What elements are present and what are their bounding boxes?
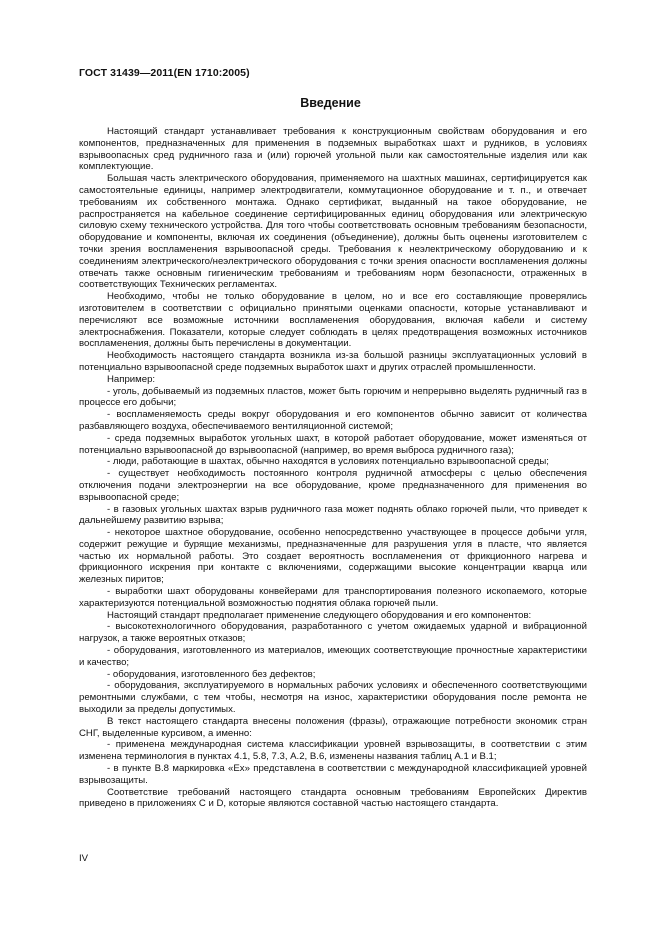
paragraph: Необходимо, чтобы не только оборудование в целом, но и все его составляющие проверялись изготовителем в соответствии с официально принятыми оценками опасности, которые устанавливают и перечисляют все возможные источники воспламенения оборудования, включая кабели и систему электроснабжения. Показатели, которые следует соблюдать в целях предотвращения возможных источников воспламенения, должны быть перечислены в документации. xyxy=(79,291,587,350)
paragraph: Необходимость настоящего стандарта возникла из-за большой разницы эксплуатационных условий в потенциально взрывоопасной среде подземных выработок шахт и других отраслей промышленности. xyxy=(79,350,587,373)
paragraph: Большая часть электрического оборудования, применяемого на шахтных машинах, сертифицируется как самостоятельные единицы, например электродвигатели, коммутационное оборудование и т. п., и отвечает требованиям их собственного монтажа. Однако сертификат, выданный на такое оборудование, не распространяется на кабельное соединение сертифицированных единиц оборудования или электрическую силовую схему технического устройства. Для того чтобы соответствовать основным требованиям безопасности, оборудование и компоненты, включая их соединения (объединение), должны быть оценены изготовителем с точки зрения воспламенения взрывоопасной среды. Требования к неэлектрическому оборудованию и к соединениям электрического/неэлектрического оборудования с точки зрения опасности воспламенения должны отвечать также основным гигиеническим требованиям и требованиям норм безопасности, отраженных в соответствующих Технических регламентах. xyxy=(79,173,587,291)
paragraph: Например: xyxy=(107,373,156,385)
document-header: ГОСТ 31439—2011(EN 1710:2005) xyxy=(79,67,250,79)
list-item: - выработки шахт оборудованы конвейерами для транспортирования полезного ископаемого, которые характеризуются потенциальной возможностью поднятия облака горючей пыли. xyxy=(79,586,587,609)
list-item: - люди, работающие в шахтах, обычно находятся в условиях потенциально взрывоопасной среды; xyxy=(107,456,549,468)
list-item: - высокотехнологичного оборудования, разработанного с учетом ожидаемых ударной и вибрационной нагрузок, а также вероятных отказов; xyxy=(79,621,587,645)
paragraph: Настоящий стандарт предполагает применение следующего оборудования и его компонентов: xyxy=(107,609,532,621)
list-item: - применена международная система классификации уровней взрывозащиты, в соответствии с этим изменена терминология в пунктах 4.1, 5.8, 7.3, А.2, В.6, изменены названия таблиц А.1 и В.1; xyxy=(79,739,587,763)
paragraph: В текст настоящего стандарта внесены положения (фразы), отражающие потребности экономик стран СНГ, выделенные курсивом, а именно: xyxy=(79,715,587,739)
paragraph: Настоящий стандарт устанавливает требования к конструкционным свойствам оборудования и его компонентов, предназначенных для применения в подземных выработках шахт и рудников, в условиях взрывоопасных сред рудничного газа и (или) горючей угольной пыли как самостоятельные изделия или как комплектующие. xyxy=(79,126,587,173)
list-item: - в газовых угольных шахтах взрыв рудничного газа может поднять облако горючей пыли, что приведет к дальнейшему развитию взрыва; xyxy=(79,503,587,527)
list-item: - оборудования, эксплуатируемого в нормальных рабочих условиях и обеспеченного соответствующими ремонтными службами, с тем чтобы, несмотря на износ, характеристики оборудования после ремонта не выходили за пределы допустимых. xyxy=(79,680,587,716)
list-item: - оборудования, изготовленного без дефектов; xyxy=(107,668,316,680)
paragraph: Соответствие требований настоящего стандарта основным требованиям Европейских Директив приведено в приложениях С и D, которые являются составной частью настоящего стандарта. xyxy=(79,786,587,810)
list-item: - уголь, добываемый из подземных пластов, может быть горючим и непрерывно выделять рудничный газ в процессе его добычи; xyxy=(79,385,587,409)
list-item: - среда подземных выработок угольных шахт, в которой работает оборудование, может изменяться от потенциально взрывоопасной до взрывоопасной (например, во время выброса рудничного газа); xyxy=(79,432,587,456)
list-item: - воспламеняемость среды вокруг оборудования и его компонентов обычно зависит от количества разбавляющего воздуха, обеспечиваемого вентиляционной системой; xyxy=(79,409,587,432)
list-item: - оборудования, изготовленного из материалов, имеющих соответствующие прочностные характеристики и качество; xyxy=(79,645,587,668)
list-item: - существует необходимость постоянного контроля рудничной атмосферы с целью обеспечения отключения подачи электроэнергии на все оборудование, кроме предназначенного для применения во взрывоопасной среде; xyxy=(79,468,587,503)
list-item: - некоторое шахтное оборудование, особенно непосредственно участвующее в процессе добычи угля, содержит режущие и бурящие механизмы, предназначенные для разрушения угля в пласте, что является частью их нормальной работы. Это создает вероятность воспламенения от фрикционного нагрева и фрикционного искрения при контакте с включениями, содержащими высокие концентрации кварца или железных пиритов; xyxy=(79,527,587,586)
section-title: Введение xyxy=(300,96,361,110)
body-text xyxy=(79,126,587,810)
page-number: IV xyxy=(79,853,89,864)
list-item: - в пункте В.8 маркировка «Ех» представлена в соответствии с международной классификацией уровней взрывозащиты. xyxy=(79,763,587,786)
